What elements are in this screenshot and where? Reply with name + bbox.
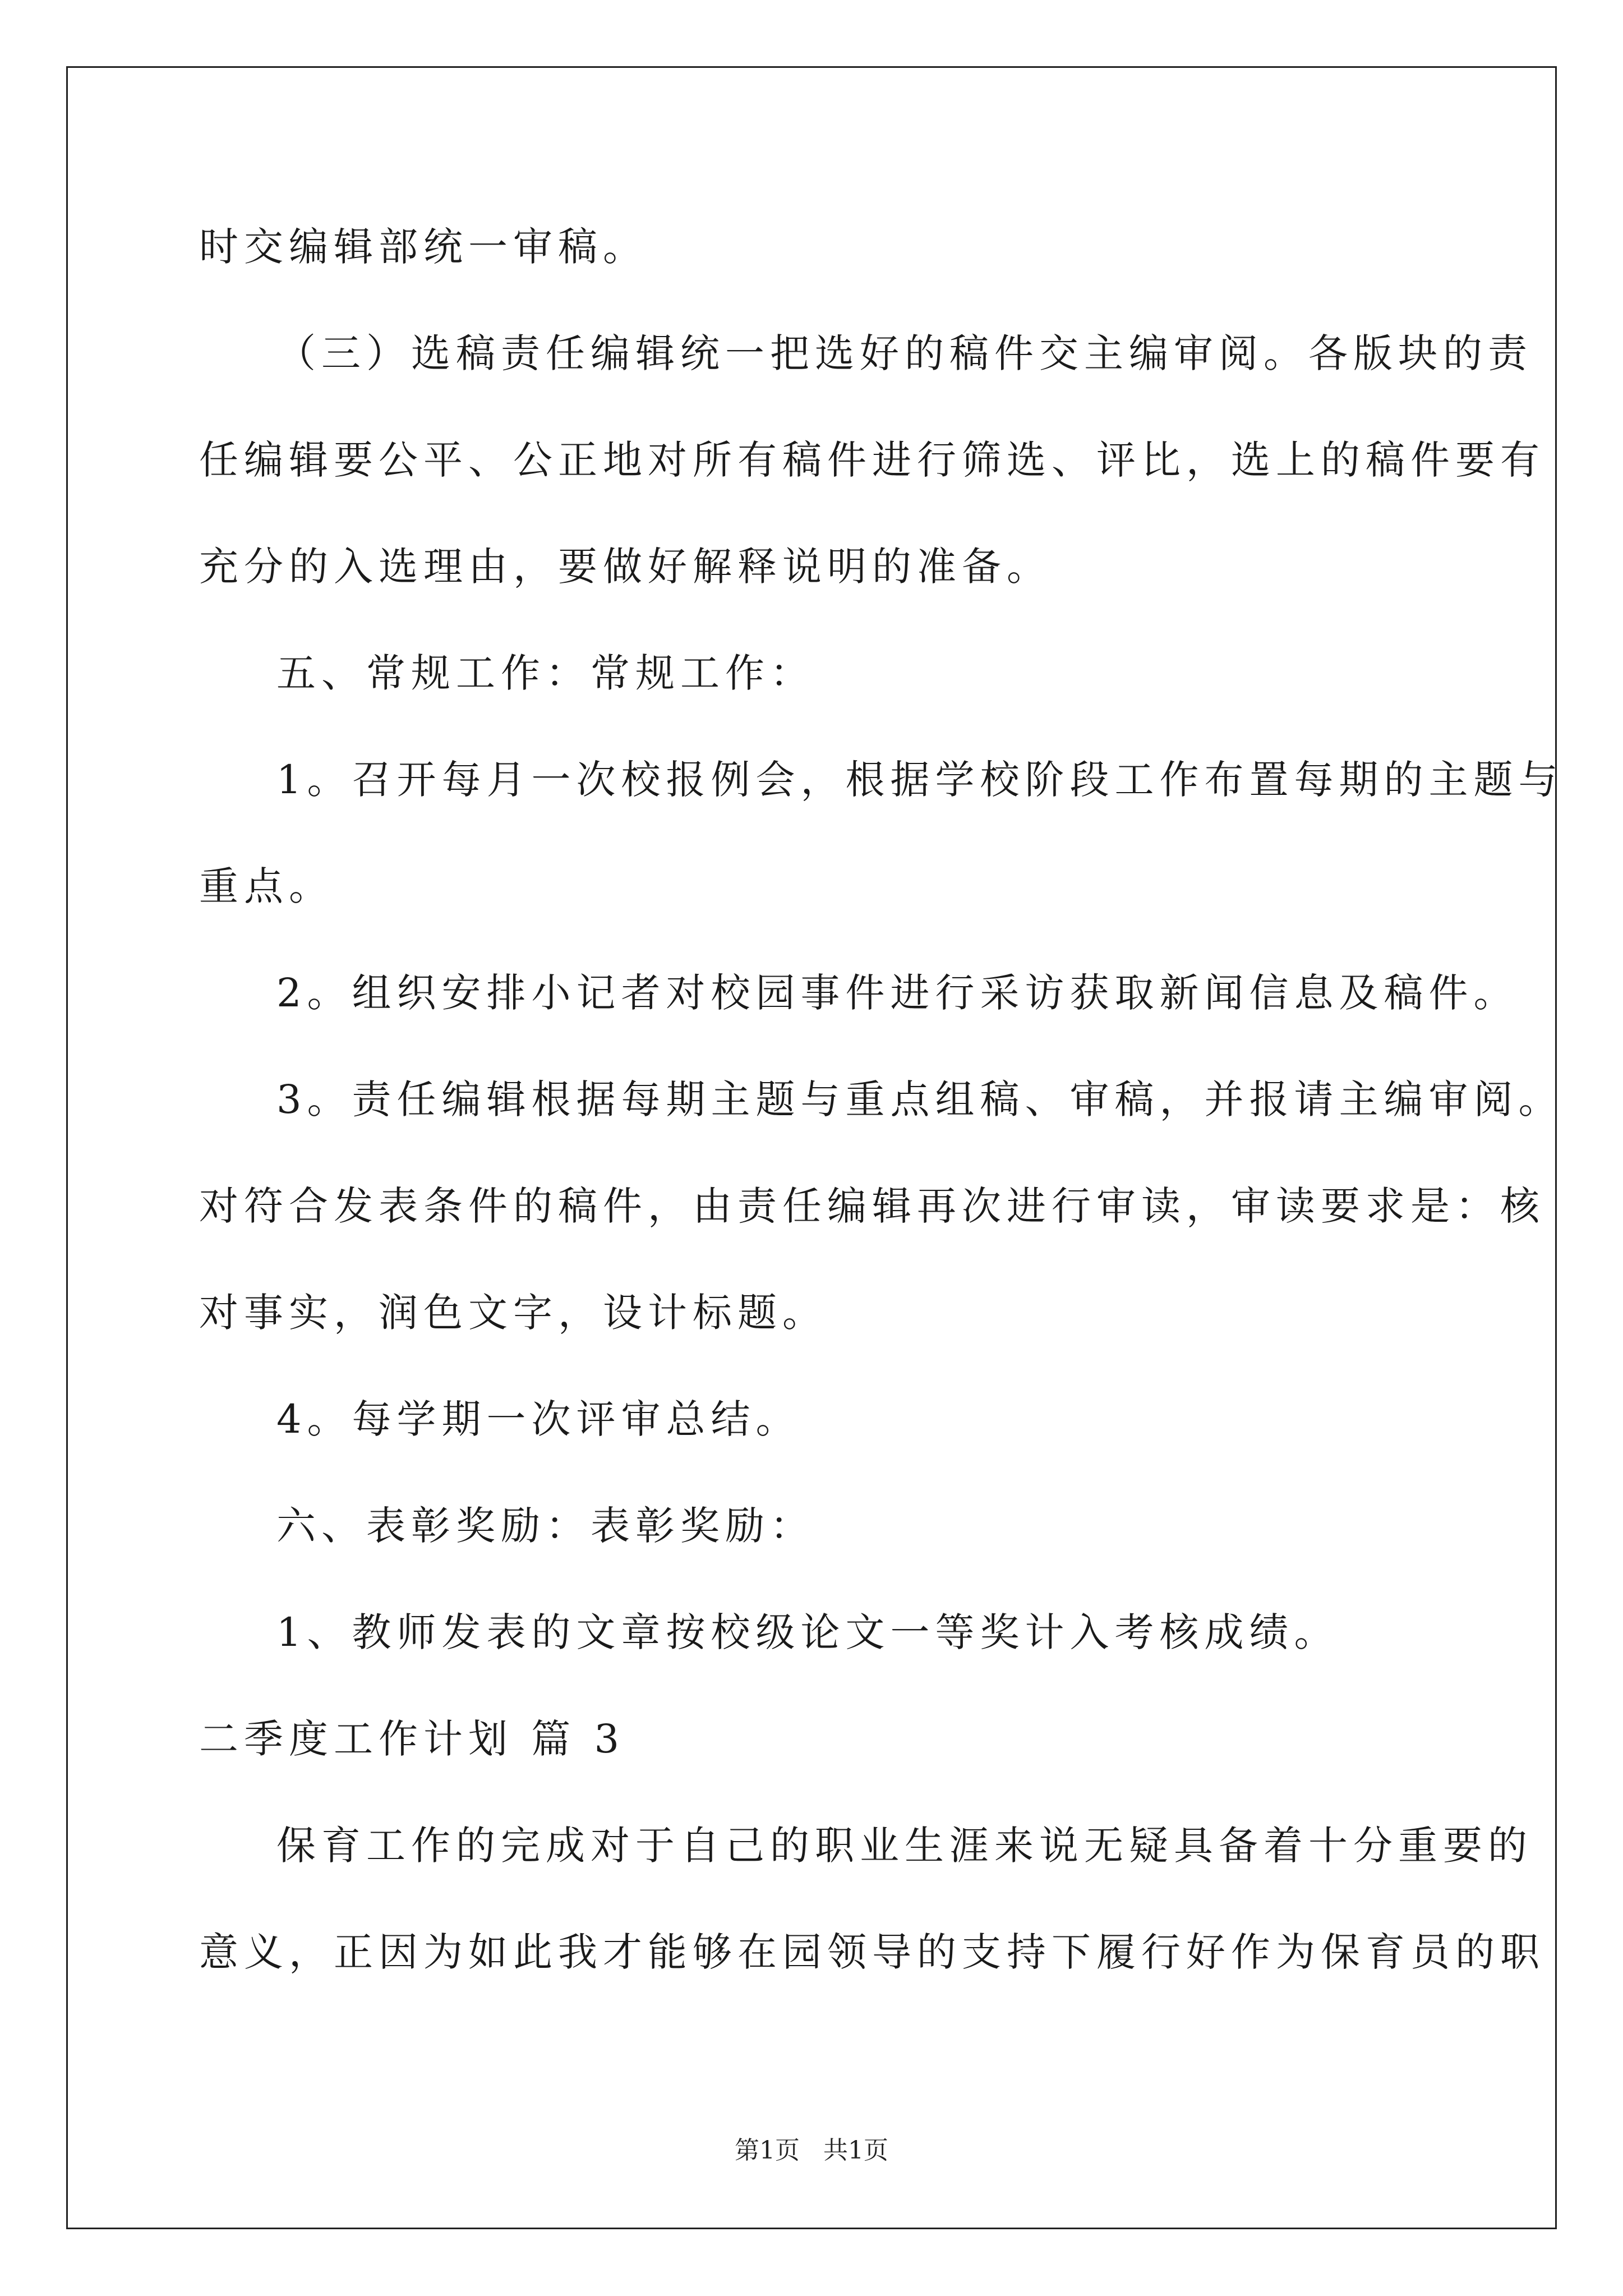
text-line: 对符合发表条件的稿件，由责任编辑再次进行审读，审读要求是：核 (199, 1183, 1545, 1229)
section-heading: 五、常规工作：常规工作： (276, 650, 815, 696)
text-line: 1。召开每月一次校报例会，根据学校阶段工作布置每期的主题与 (276, 757, 1564, 803)
text-line: 2。组织安排小记者对校园事件进行采访获取新闻信息及稿件。 (276, 970, 1519, 1016)
page-border (66, 66, 1557, 2229)
text-line: （三）选稿责任编辑统一把选好的稿件交主编审阅。各版块的责 (276, 330, 1533, 376)
text-line: 4。每学期一次评审总结。 (276, 1396, 801, 1442)
text-line: 任编辑要公平、公正地对所有稿件进行筛选、评比，选上的稿件要有 (199, 437, 1545, 483)
text-line: 1、教师发表的文章按校级论文一等奖计入考核成绩。 (276, 1609, 1339, 1655)
text-line: 保育工作的完成对于自己的职业生涯来说无疑具备着十分重要的 (276, 1823, 1533, 1869)
text-line: 时交编辑部统一审稿。 (199, 224, 648, 270)
text-line: 重点。 (199, 863, 334, 909)
text-line: 意义，正因为如此我才能够在园领导的支持下履行好作为保育员的职 (199, 1929, 1545, 1975)
text-line: 3。责任编辑根据每期主题与重点组稿、审稿，并报请主编审阅。 (276, 1076, 1564, 1122)
text-line: 对事实，润色文字，设计标题。 (199, 1290, 827, 1336)
text-line: 充分的入选理由，要做好解释说明的准备。 (199, 544, 1052, 590)
article-title: 二季度工作计划 篇 3 (199, 1716, 625, 1762)
section-heading: 六、表彰奖励：表彰奖励： (276, 1503, 815, 1549)
page-number: 第1页 共1页 (735, 2136, 888, 2165)
